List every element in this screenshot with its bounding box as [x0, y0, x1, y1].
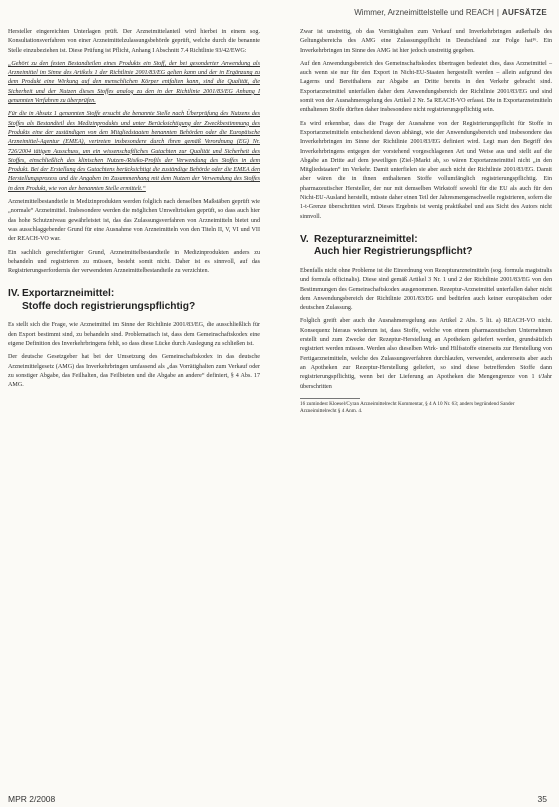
heading-line-2: Stoffe doch registrierungspflichtig?: [22, 300, 196, 312]
section-heading-v: [300, 234, 552, 259]
quote-paragraph: Für die in Absatz 1 genannten Stoffe ersucht die benannte Stelle nach Überprüfung des Nutzens des Stoffes als Bestandteil des Medizinprodukts und unter Berücksichtigung der Zweckbestimmung des Produkts eine der zuständigen von den Mitgliedstaaten benannten Behörden oder die Europäische Arzneimittel-Agentur (EMEA), vertreten insbesondere durch ihren gemäß Verordnung (EG) Nr. 726/2004 tätigen Ausschuss, um ein wissenschaftliches Gutachten zur Qualität und Sicherheit des Stoffes, einschließlich des klinischen Nutzen-/Risiko-Profils der Verwendung des Stoffes in dem Produkt. Bei der Erstellung des Gutachtens berücksichtigt die zuständige Behörde oder die EMEA den Herstellungsprozess und die Angaben im Zusammenhang mit dem Nutzen der Verwendung des Stoffes in dem Produkt, wie von der benannten Stelle ermittelt.“: [8, 111, 260, 192]
paragraph: Zwar ist unstreitig, ob das Vorrätighalten zum Verkauf und Inverkehrbringen außerhalb des Geltungsbereichs des AMG eine Zulassungspflicht in Deutschland zur Folge hat¹⁶. Ein Inverkehrbringen im Sinne des AMG ist hier jedoch unstreitig gegeben.: [300, 29, 552, 54]
running-header: [354, 8, 547, 17]
heading-number: V.: [300, 233, 309, 245]
heading-line-1: Rezepturarzneimittel:: [314, 233, 418, 245]
journal-issue: MPR 2/2008: [8, 794, 56, 804]
paragraph: Ebenfalls nicht ohne Probleme ist die Einordnung von Rezepturarzneimitteln (sog. formula magistralis und formula officinalis). Diese sind gemäß Artikel 3 Nr. 1 und 2 der Richtlinie 2001/83/EG von den Bestimmungen des Gemeinschaftskodex ausgenommen. Rezeptur-Arzneimittel unterfallen daher nicht dem Anwendungsbereich der Richtlinie 2001/83/EG und bedürfen auch keiner europäischen oder deutschen Zulassung.: [300, 267, 552, 312]
paragraph: Der deutsche Gesetzgeber hat bei der Umsetzung des Gemeinschaftskodex in das deutsche Arzneimittelgesetz (AMG) das Inverkehrbringen umfassend als „das Vorrätighalten zum Verkauf oder zu sonstiger Abgabe, das Feilhalten, das Feilbieten und die Abgabe an andere“ definiert, § 4 Abs. 17 AMG.: [8, 354, 260, 389]
footnote-divider: [300, 398, 360, 399]
page-number: 35: [537, 794, 547, 804]
heading-number: IV.: [8, 288, 20, 300]
paragraph: Auf den Anwendungsbereich des Gemeinschaftskodex übertragen bedeutet dies, dass Arzneimittel – auch wenn sie nur für den Export in Nicht-EU-Staaten hergestellt werden – allein aufgrund des Lagerns und Bereithaltens zur Abgabe an Dritte bereits in den Verkehr gebracht sind. Exportarzneimittel unterfallen daher dem Anwendungsbereich der Richtlinie 2001/83/EG und sind somit von der Ausnahmeregelung des Artikel 2 Nr. 5a REACH-VO erfasst. Die in Exportarzneimitteln enthaltenen Stoffe dürften daher insbesondere nicht registrierungspflichtig sein.: [300, 60, 552, 114]
left-column: [8, 28, 260, 395]
header-separator: |: [496, 8, 499, 17]
block-quote: [8, 60, 260, 194]
quote-paragraph: „Gehört zu den festen Bestandteilen eines Produkts ein Stoff, der bei gesonderter Anwendung als Arzneimittel im Sinne des Artikels 1 der Richtlinie 2001/83/EG gelten kann und der in Ergänzung zu dem Produkt eine Wirkung auf den menschlichen Körper entfalten kann, sind die Qualität, die Sicherheit und der Nutzen dieses Stoffes analog zu den in der Richtlinie 2001/83/EG Anhang I genannten Verfahren zu überprüfen.: [8, 60, 260, 105]
paragraph: Folglich greift aber auch die Ausnahmeregelung aus Artikel 2 Abs. 5 lit. a) REACH-VO nicht. Konsequenz hieraus wiederum ist, dass Stoffe, welche von einem pharmazeutischen Unternehmen erstellt und zum Zwecke der Rezeptur-Herstellung an Apotheken geliefert werden, grundsätzlich registriert werden müssen. Werden also dieselben Wirk- und Hilfsstoffe einerseits zur Herstellung von Fertigarzneimitteln, welche des Zulassungsverfahren durchlaufen, verwendet, andererseits aber auch an Apotheken zur Rezeptur-Herstellung geliefert, so sind diese betreffenden Stoffe dann registrierungspflichtig, wenn bei der Lieferung an Apotheken die Mengengrenze von 1 t/Jahr überschritten: [300, 318, 552, 390]
paragraph: Hersteller eingereichten Unterlagen prüft. Der Arzneimittelanteil wird hierbei in einem sog. Konsultationsverfahren von einer Arzneimittelzulassungsbehörde geprüft, welche durch die benannte Stelle einzubeziehen ist. Diese Prüfung ist Pflicht, Anhang I Abschnitt 7.4 Richtlinie 93/42/EWG:: [8, 29, 260, 54]
paragraph: Ein sachlich gerechtfertigter Grund, Arzneimittelbestandteile in Medizinprodukten anders zu behandeln und registrieren zu müssen, besteht somit nicht. Daher ist es sinnvoll, auf das Registrierungserfordernis der verwendeten Arzneimittelbestandteile zu verzichten.: [8, 249, 260, 275]
section-label: AUFSÄTZE: [501, 8, 547, 17]
section-heading-iv: [8, 288, 260, 313]
footnote: 16 zumindest Kloesel/Cyran Arzneimittelrecht Kommentar, § 4 A 10 Nr. 63; anders begründend Sander Arzneimittelrecht § 4 Anm. 4.: [300, 400, 515, 415]
paragraph: Es stellt sich die Frage, wie Arzneimittel im Sinne der Richtlinie 2001/83/EG, die ausschließlich für den Export bestimmt sind, zu behandeln sind. Problematisch ist, dass dem Gemeinschaftskodex eine eigene Definition des Inverkehrbringens fehlt, so dass diese Lücke durch Auslegung zu schließen ist.: [8, 322, 260, 348]
running-title: Wimmer, Arzneimittelstelle und REACH: [354, 8, 494, 17]
heading-line-1: Exportarzneimittel:: [22, 288, 115, 300]
right-column: [300, 28, 552, 416]
paragraph: Arzneimittelbestandteile in Medizinprodukten werden folglich nach denselben Maßstäben geprüft wie „normale“ Arzneimittel. Insbesondere werden die möglichen Umweltrisiken geprüft, so dass auch hier das hohe Schutzniveau gewährleistet ist, das das Zulassungsverfahren von Arzneimitteln bietet und was ausschlaggebender Grund für eine Ausnahme von Arzneimitteln von den Titeln II, V, VI und VII der REACH-VO war.: [8, 199, 260, 243]
heading-line-2: Auch hier Registrierungspflicht?: [314, 246, 473, 258]
paragraph: Es wird erkennbar, dass die Frage der Ausnahme von der Registrierungspflicht für Stoffe in Exportarzneimitteln entscheidend davon abhängt, wie der Anwendungsbereich und insbesondere das Inverkehrbringen im Sinne der Richtlinie 2001/83/EG definiert wird. Legt man den Begriff des Inverkehrbringens entgegen der vorstehend vorgeschlagenen Art und Weise aus und stellt auf die Abgabe an Dritte auf dem jeweiligen (Ziel-)Markt ab, so wären Exportarzneimittel nicht „in den Mitgliedstaaten“ im Verkehr. Damit unterfielen sie aber auch nicht der Richtlinie 2001/83/EG. Damit aber wären die in ihnen enthaltenen Stoffe vollumfänglich registrierungspflichtig. Ein pharmazeutischer Hersteller, der nur mit demselben Wirkstoff sowohl für die EU als auch für den Nicht-EU-Ausland herstellt, müsste daher einen Teil der Jahresmengenschwelle registrieren, sofern die 1-t-Grenze überschritten wird. Dieses Ergebnis ist wenig praktikabel und aus Sicht des Autors nicht sinnvoll.: [300, 120, 552, 220]
